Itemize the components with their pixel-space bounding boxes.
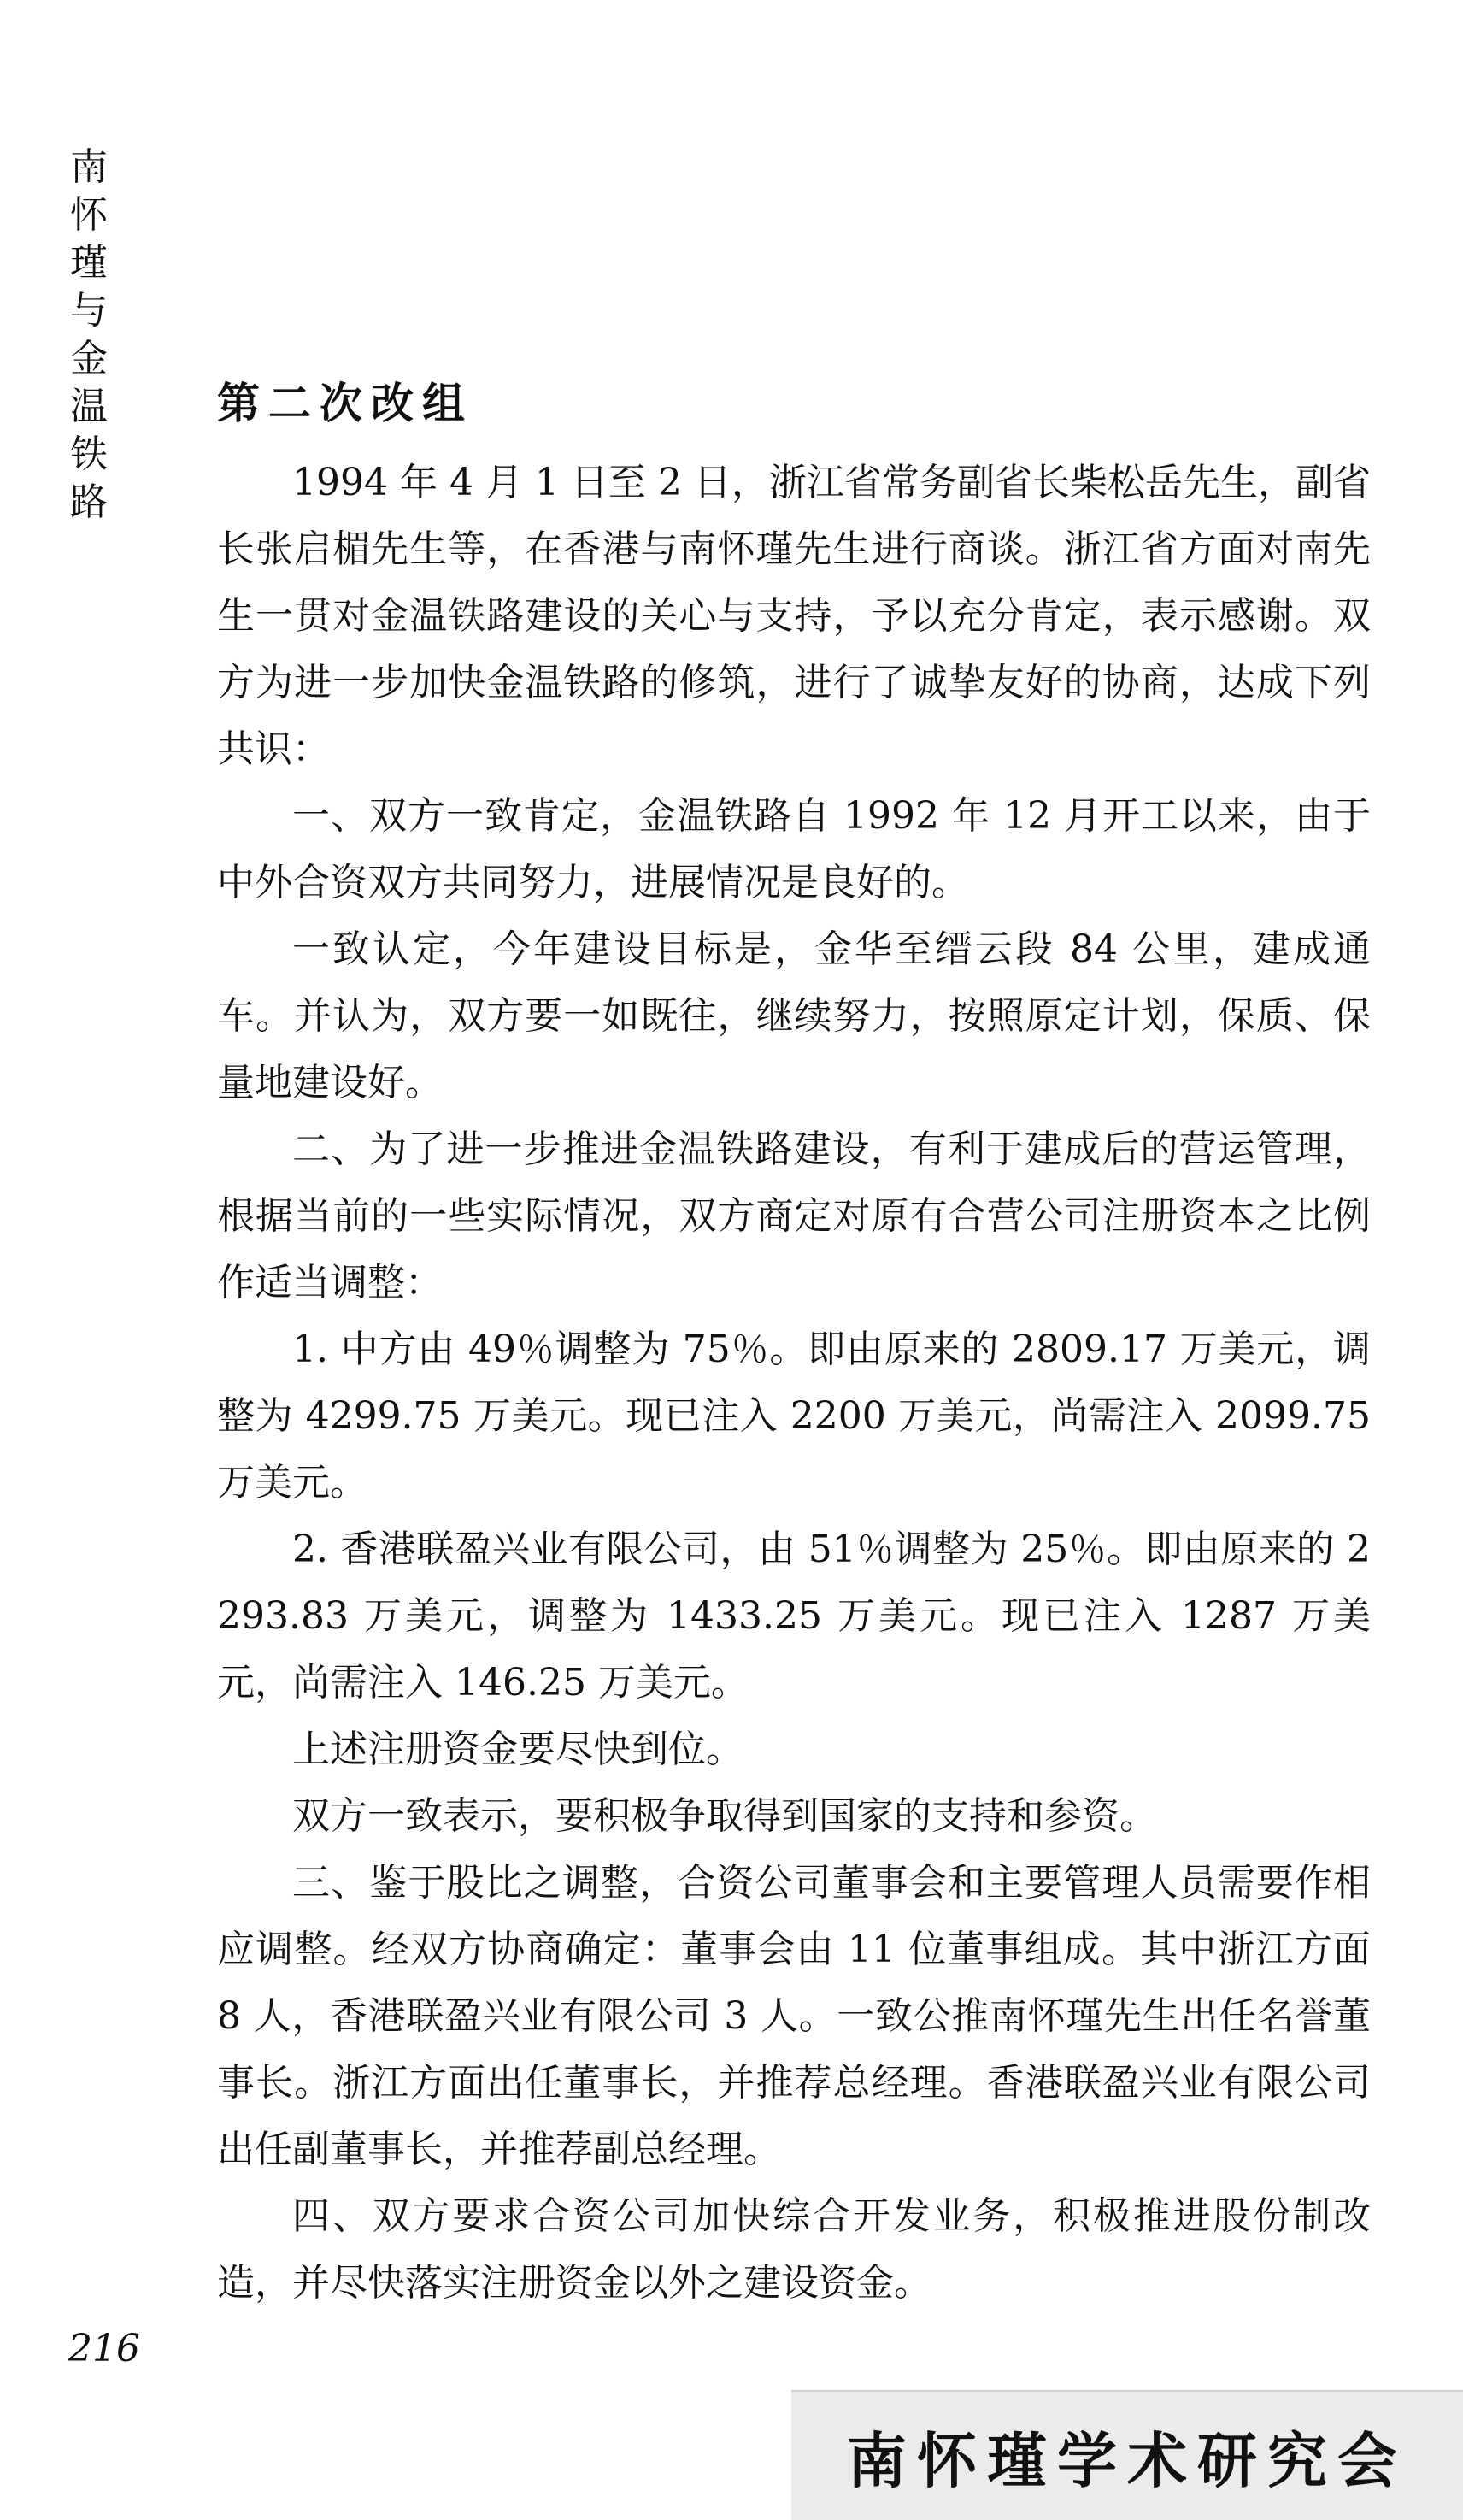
paragraph: 一致认定，今年建设目标是，金华至缙云段 84 公里，建成通车。并认为，双方要一如既往，继续努力，按照原定计划，保质、保量地建设好。 bbox=[217, 927, 1371, 1104]
paragraph: 1994 年 4 月 1 日至 2 日，浙江省常务副省长柴松岳先生，副省长张启楣先生等，在香港与南怀瑾先生进行商谈。浙江省方面对南先生一贯对金温铁路建设的关心与支持，予以充分肯定，表示感谢。双方为进一步加快金温铁路的修筑，进行了诚挚友好的协商，达成下列共识： bbox=[217, 461, 1371, 771]
running-head bbox=[58, 144, 120, 527]
running-head-char: 温 bbox=[70, 385, 108, 428]
section-title: 第二次改组 bbox=[217, 378, 473, 428]
running-head-char: 怀 bbox=[70, 193, 108, 237]
paragraph: 二、为了进一步推进金温铁路建设，有利于建成后的营运管理，根据当前的一些实际情况，双方商定对原有合营公司注册资本之比例作适当调整： bbox=[217, 1128, 1371, 1304]
running-head-char: 瑾 bbox=[70, 241, 108, 285]
page-number: 216 bbox=[68, 2327, 140, 2370]
paragraph: 一、双方一致肯定，金温铁路自 1992 年 12 月开工以来，由于中外合资双方共同努力，进展情况是良好的。 bbox=[217, 794, 1371, 904]
watermark-text: 南怀瑾学术研究会 bbox=[847, 2425, 1407, 2496]
paragraph: 上述注册资金要尽快到位。 bbox=[292, 1728, 743, 1771]
paragraph: 1. 中方由 49％调整为 75％。即由原来的 2809.17 万美元，调整为 4299.75 万美元。现已注入 2200 万美元，尚需注入 2099.75 万美元。 bbox=[217, 1328, 1371, 1504]
paragraph: 双方一致表示，要积极争取得到国家的支持和参资。 bbox=[292, 1794, 1157, 1838]
watermark-banner bbox=[791, 2390, 1463, 2520]
paragraph: 四、双方要求合资公司加快综合开发业务，积极推进股份制改造，并尽快落实注册资金以外之建设资金。 bbox=[217, 2194, 1371, 2305]
running-head-char: 金 bbox=[70, 337, 108, 380]
paragraph: 三、鉴于股比之调整，合资公司董事会和主要管理人员需要作相应调整。经双方协商确定：董事会由 11 位董事组成。其中浙江方面 8 人，香港联盈兴业有限公司 3 人。一致公推南怀瑾先生出任名誉董事长。浙江方面出任董事长，并推荐总经理。香港联盈兴业有限公司出任副董事长，并推荐副总经理。 bbox=[217, 1861, 1371, 2171]
running-head-char: 南 bbox=[70, 145, 108, 189]
running-head-char: 铁 bbox=[70, 433, 108, 476]
paragraph: 2. 香港联盈兴业有限公司，由 51％调整为 25％。即由原来的 2293.83 万美元，调整为 1433.25 万美元。现已注入 1287 万美元，尚需注入 146.25 万美元。 bbox=[217, 1528, 1371, 1705]
running-head-char: 路 bbox=[70, 480, 108, 524]
body-text bbox=[217, 450, 1371, 2317]
running-head-char: 与 bbox=[70, 289, 108, 333]
